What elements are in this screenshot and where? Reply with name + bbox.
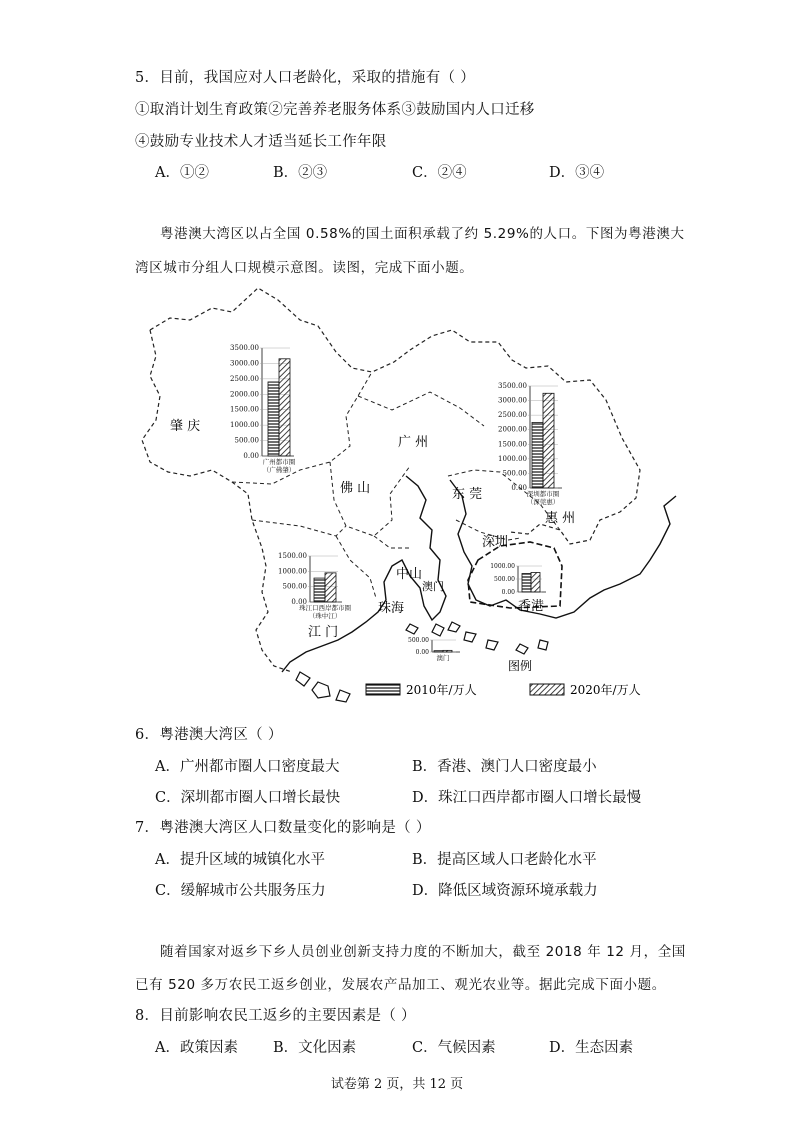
label-foshan: 佛 山 [340,481,371,496]
chart-tick-label: 3500.00 [498,382,527,390]
chart-caption: 澳门 [436,654,450,662]
q5-option-a: A．①② [155,165,209,181]
chart-hongkong [490,563,546,596]
q7-option-d: D．降低区域资源环境承载力 [412,883,598,899]
q7-option-c: C．缓解城市公共服务压力 [155,883,326,899]
chart-caption-sub: （广佛肇） [262,466,296,474]
chart-tick-label: 500.00 [282,582,307,591]
q5-statements-line2: ④鼓励专业技术人才适当延长工作年限 [135,134,387,150]
q5-option-b: B．②③ [273,165,328,181]
chart-tick-label: 1500.00 [278,552,307,560]
label-aomen: 澳门 [422,580,444,593]
hongkong-boundary-box [468,542,562,608]
q7-stem: 7．粤港澳大湾区人口数量变化的影响是（ ） [135,820,431,836]
label-xianggang: 香港 [518,599,545,614]
q6-option-a: A．广州都市圈人口密度最大 [155,759,340,775]
q8-stem: 8．目前影响农民工返乡的主要因素是（ ） [135,1008,416,1024]
chart-caption: 深圳都市圈 [526,490,560,498]
q5-option-c: C．②④ [412,165,467,181]
q5-statements-line1: ①取消计划生育政策②完善养老服务体系③鼓励国内人口迁移 [135,102,535,118]
chart-macao [408,637,460,662]
chart-tick-label: 3500.00 [230,344,259,352]
q8-option-c: C．气候因素 [412,1040,496,1056]
chart-tick-label: 1500.00 [498,440,527,449]
chart-tick-label: 1500.00 [230,405,259,414]
legend-label-2010: 2010年/万人 [406,683,477,697]
chart-tick-label: 500.00 [234,436,259,445]
legend-swatch-2010 [366,684,400,695]
chart-west-bank-metro [278,552,351,620]
bar-2010 [522,574,531,592]
q6-stem: 6．粤港澳大湾区（ ） [135,727,283,743]
bar-2010 [434,651,443,652]
q7-option-a: A．提升区域的城镇化水平 [155,852,325,868]
bar-2020 [443,650,452,652]
chart-tick-label: 500.00 [494,576,515,583]
q6-option-d: D．珠江口西岸都市圈人口增长最慢 [412,790,642,806]
intro2-line2: 已有 520 多万农民工返乡创业，发展农产品加工、观光农业等。据此完成下面小题。 [135,977,666,993]
chart-tick-label: 0.00 [511,484,527,492]
chart-shenzhen-metro [498,382,562,506]
outer-boundary [150,288,640,544]
label-shenzhen: 深圳 [482,535,509,550]
bar-2020 [325,573,336,602]
label-huizhou: 惠 州 [545,511,576,526]
q8-option-d: D．生态因素 [549,1040,634,1056]
chart-tick-label: 0.00 [415,649,429,656]
page-footer: 试卷第 2 页，共 12 页 [330,1077,464,1092]
legend-label-2020: 2020年/万人 [570,683,641,697]
chart-caption-sub: （珠中江） [308,612,342,620]
intro1-line2: 湾区城市分组人口规模示意图。读图，完成下面小题。 [135,260,474,276]
label-zhaoqing: 肇 庆 [170,419,201,434]
bar-2020 [531,573,540,593]
chart-tick-label: 1000.00 [490,563,515,570]
chart-tick-label: 3000.00 [498,396,527,405]
chart-caption: 广州都市圈 [262,458,296,466]
q5-stem: 5．目前，我国应对人口老龄化，采取的措施有（ ） [135,70,476,86]
chart-caption: 珠江口西岸都市圈 [299,604,351,612]
q6-option-b: B．香港、澳门人口密度最小 [412,759,597,775]
q6-option-c: C．深圳都市圈人口增长最快 [155,790,341,806]
chart-tick-label: 500.00 [408,637,429,644]
intro1-line1: 粤港澳大湾区以占全国 0.58%的国土面积承载了约 5.29%的人口。下图为粤港澳大 [160,226,685,242]
chart-tick-label: 1000.00 [230,421,259,430]
q7-option-b: B．提高区域人口老龄化水平 [412,852,597,868]
intro2-line1: 随着国家对返乡下乡人员创业创新支持力度的不断加大，截至 2018 年 12 月，全国 [160,944,686,960]
chart-tick-label: 0.00 [243,452,259,460]
chart-tick-label: 2000.00 [230,390,259,399]
bar-2020 [543,393,554,488]
bar-2010 [268,382,279,456]
q5-option-d: D．③④ [549,165,605,181]
label-dongguan: 东 莞 [452,487,483,502]
q8-option-a: A．政策因素 [155,1040,238,1056]
bar-2020 [279,359,290,456]
legend-swatch-2020 [530,684,564,695]
chart-tick-label: 3000.00 [230,359,259,368]
chart-tick-label: 1000.00 [498,454,527,463]
q8-option-b: B．文化因素 [273,1040,357,1056]
chart-tick-label: 2000.00 [498,425,527,434]
chart-guangzhou-metro [230,344,296,474]
label-zhongshan: 中山 [396,567,423,582]
label-guangzhou: 广 州 [398,435,429,450]
chart-tick-label: 2500.00 [498,411,527,420]
label-jiangmen: 江 门 [308,625,339,640]
label-zhuhai: 珠海 [378,601,405,616]
chart-tick-label: 0.00 [291,598,307,606]
legend-title: 图例 [508,659,533,673]
chart-tick-label: 0.00 [501,589,515,596]
chart-caption-sub: （深莞惠） [526,498,560,506]
chart-tick-label: 1000.00 [278,567,307,576]
bar-2010 [314,578,325,602]
chart-tick-label: 2500.00 [230,374,259,383]
bar-2010 [532,422,543,488]
chart-tick-label: 500.00 [502,469,527,478]
estuary-coastline [282,476,446,672]
